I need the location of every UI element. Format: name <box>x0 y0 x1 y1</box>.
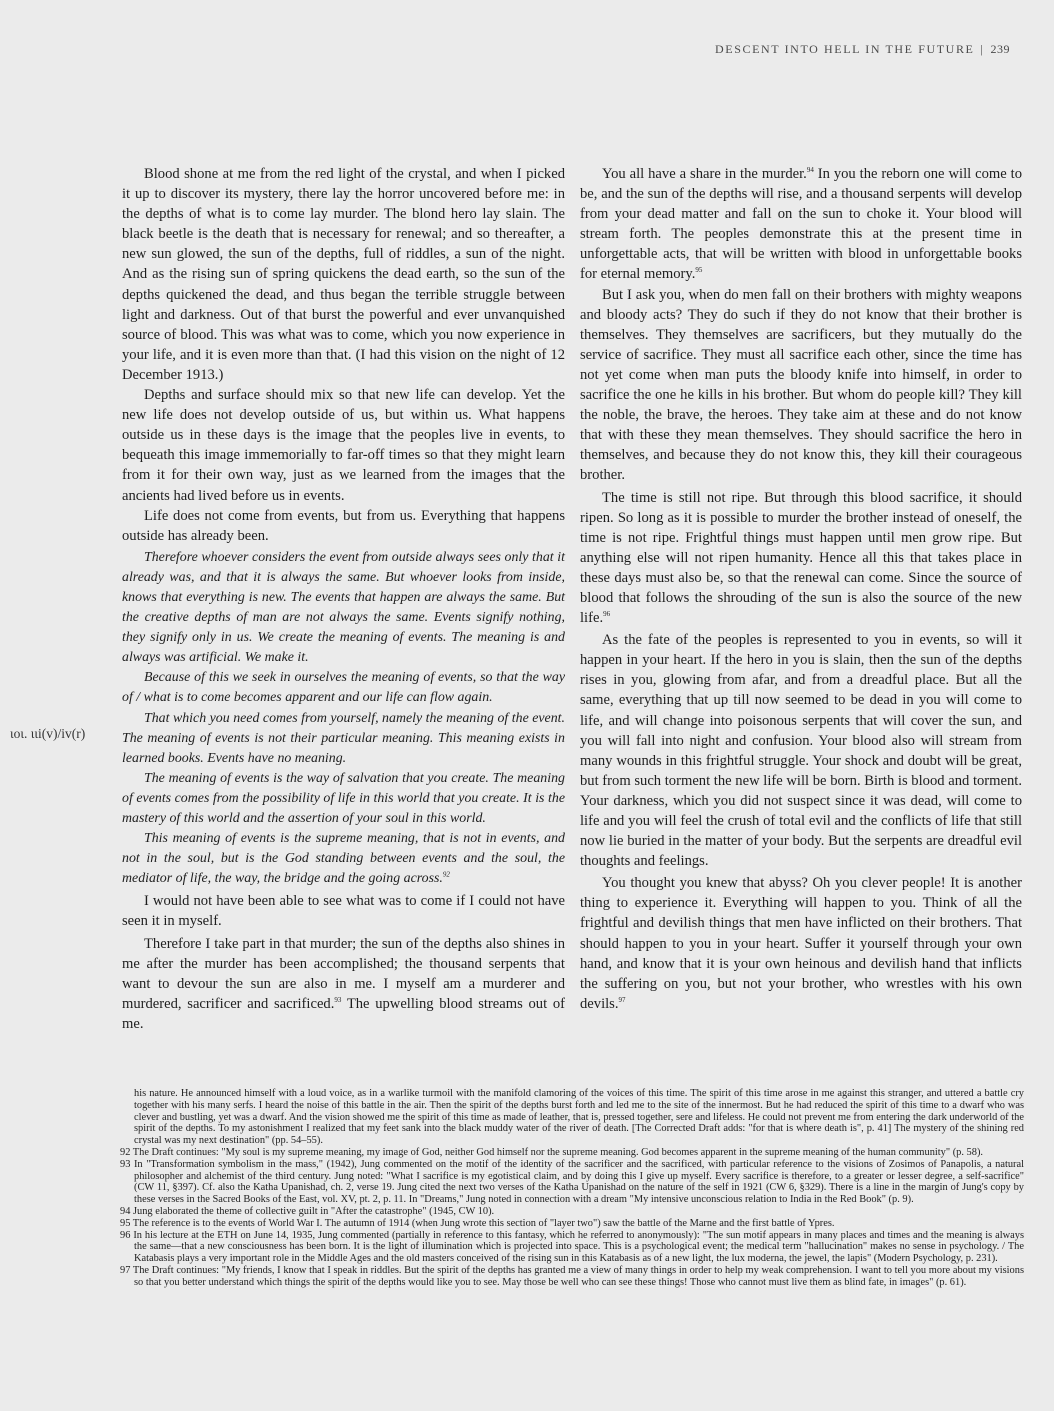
footnote-ref: 92 <box>442 870 450 879</box>
right-column <box>580 164 1022 1014</box>
paragraph-text: In you the reborn one will come to be, and the sun of the depths will rise, and a thousand serpents will develop from your dead matter and fall on the sun to choke it. Your blood will stream forth. The peoples demonstrate this at the present time in unforgettable acts, that will be written with blood in unforgettable books for eternal memory. <box>580 166 1023 283</box>
paragraph <box>580 164 1022 285</box>
paragraph <box>580 488 1022 629</box>
paragraph-text: Therefore I take part in that murder; the sun of the depths also shines in me after the murder has been accomplished; the thousand serpents that want to devour the sun are also in me. I myself am a murderer and murdered, sacrificer and sacrificed. <box>122 935 565 1012</box>
footnote-92: 92 The Draft continues: "My soul is my supreme meaning, my image of God, neither God himself nor the supreme meaning. God becomes apparent in the supreme meaning of the human community" (p. 58). <box>120 1146 984 1158</box>
italic-paragraph: Therefore whoever considers the event from outside always sees only that it already was, and that it is always the same. But whoever looks from inside, knows that everything is new. The events that happen are always the same. But the creative depths of man are not always the same. Events signify nothing, they signify only in us. We create the meaning of events. The meaning is and always was artificial. We make it. <box>122 549 565 666</box>
italic-paragraph: That which you need comes from yourself, namely the meaning of the event. The meaning of events is not their particular meaning. This meaning exists in learned books. Events have no meaning. <box>122 710 565 766</box>
italic-paragraph <box>122 829 565 889</box>
footnote-95: 95 The reference is to the events of World War I. The autumn of 1914 (when Jung wrote this section of "layer two") saw the battle of the Marne and the first battle of Ypres. <box>120 1217 835 1229</box>
footnote-ref: 96 <box>603 610 611 619</box>
header-separator: | <box>980 42 985 56</box>
footnote-continuation: his nature. He announced himself with a loud voice, as in a warlike turmoil with the manifold clamoring of the voices of this time. The spirit of this time arose in me against this stranger, and uttered a battle cry together with his many serfs. I heard the noise of this battle in the air. Then the spirit of the depths burst forth and led me to the site of the innermost. But he had reduced the spirit of this time to a dwarf who was clever and bustling, yet was a dwarf. And the vision showed me the spirit of this time as made of leather, that is, pressed together, sere and lifeless. He could not prevent me from entering the dark underworld of the spirit of the depths. To my astonishment I realized that my feet sank into the black muddy water of the river of death. [The Corrected Draft adds: "for that is where death is", p. 41] The mystery of the shining red crystal was my next destination" (pp. 54–55). <box>134 1088 1024 1147</box>
paragraph <box>580 873 1022 1014</box>
paragraph-text: You thought you knew that abyss? Oh you clever people! It is another thing to experience it. Everything will happen to you. Think of all the frightful and devilish things that men have inflicted on their brothers. That should happen to you in your heart. Suffer it yourself through your own hand, and know that it is your own heinous and devilish hand that inflicts the suffering on you, but not your brother, who wrestles with his own devils. <box>580 875 1022 1012</box>
paragraph <box>122 934 565 1034</box>
paragraph: But I ask you, when do men fall on their brothers with mighty weapons and bloody acts? They do such if they do not know that their brother is themselves. They themselves are sacrificers, but they mutually do the service of sacrifice. They must all sacrifice each other, since the time has not yet come when man puts the bloody knife into himself, in order to sacrifice the one he kills in his brother. But whom do people kill? They kill the noble, the brave, the heroes. They take aim at these and do not know that with these they mean themselves. They should sacrifice the hero in themselves, and because they do not know this, they kill their courageous brother. <box>580 286 1022 484</box>
footnote-ref: 93 <box>334 995 342 1004</box>
footnote-97: 97 The Draft continues: "My friends, I know that I speak in riddles. But the spirit of the depths has granted me a view of many things in order to help my weak comprehension. I want to tell you more about my visions so that you better understand which things the spirit of the depths would like you to see. May those be well who can see these things! Those who cannot must live them as blind fate, in images" (p. 61). <box>120 1264 1024 1288</box>
paragraph: As the fate of the peoples is represented to you in events, so will it happen in your heart. If the hero in you is slain, then the sun of the depths rises in you, glowing from afar, and from a dreadful place. But all the same, everything that up till now seemed to be dead in you will come to life, and will change into poisonous serpents that will cover the sun, and you will fall into night and confusion. Your blood also will stream from many wounds in this frightful struggle. Your shock and doubt will be great, but from such torment the new life will be born. Birth is blood and torment. Your darkness, which you did not suspect since it was dead, will come to life and you will feel the crush of total evil and the conflicts of life that still now lie buried in the matter of your body. But the serpents are dreadful evil thoughts and feelings. <box>580 632 1022 870</box>
paragraph: Depths and surface should mix so that new life can develop. Yet the new life does not develop outside of us, but within us. What happens outside us in these days is the image that the peoples live in events, to bequeath this image immemorially to far-off times so that they might learn from it for their own way, just as we learned from the images that the ancients had lived before us in events. <box>122 387 565 504</box>
paragraph-text: The time is still not ripe. But through this blood sacrifice, it should ripen. So long as it is possible to murder the brother instead of oneself, the time is not ripe. Frightful things must happen until men grow ripe. But anything else will not ripen humanity. Hence all this that takes place in these days must also be, so that the renewal can come. Since the source of blood that follows the shrouding of the sun is also the source of the new life. <box>580 489 1022 627</box>
footnote-94: 94 Jung elaborated the theme of collective guilt in "After the catastrophe" (1945, CW 10). <box>120 1205 495 1217</box>
footnote-93: 93 In "Transformation symbolism in the mass," (1942), Jung commented on the motif of the identity of the sacrificer and the sacrificed, with particular reference to the visions of Zosimos of Panapolis, a natural philosopher and alchemist of the third century. Jung noted: "What I sacrifice is my egotistical claim, and by doing this I give up myself. Every sacrifice is therefore, to a greater or lesser degree, a self-sacrifice" (CW 11, §397). Cf. also the Katha Upanishad, ch. 2, verse 19. Jung cited the next two verses of the Katha Upanishad on the nature of the self in 1921 (CW 6, §329). There is a line in the margin of Jung's copy by these verses in the Sacred Books of the East, vol. XV, pt. 2, p. 11. In "Dreams," Jung noted in connection with a dream "My intensive unconscious relation to India in the Red Book" (p. 9). <box>120 1158 1024 1206</box>
footnote-96: 96 In his lecture at the ETH on June 14, 1935, Jung commented (partially in reference to this fantasy, which he referred to anonymously): "The sun motif appears in many places and times and the meaning is always the same—that a new consciousness has been born. It is the light of illumination which is projected into space. This is a psychological event; the medical term "hallucination" makes no sense in psychology. / The Katabasis plays a very important role in the Middle Ages and the old masters conceived of the rising sun in this Katabasis as of a new light, the lux moderna, the jewel, the lapis" (Modern Psychology, p. 231). <box>120 1229 1024 1265</box>
footnote-ref: 97 <box>618 995 626 1004</box>
paragraph: Blood shone at me from the red light of the crystal, and when I picked it up to discover its mystery, there lay the horror uncovered before me: in the depths of what is to come lay murder. The blond hero lay slain. The black beetle is the death that is necessary for renewal; and so thereafter, a new sun glowed, the sun of the depths, full of riddles, a sun of the night. And as the rising sun of spring quickens the dead earth, so the sun of the depths quickened the dead, and thus began the terrible struggle between light and darkness. Out of that burst the powerful and ever unvanquished source of blood. This was what was to come, which you now experience in your life, and it is even more than that. (I had this vision on the night of 12 December 1913.) <box>122 166 565 383</box>
margin-reference: ιοι. ιιi(v)/iv(r) <box>10 726 86 741</box>
footnotes <box>120 1088 1024 1289</box>
footnote-ref: 94 <box>806 166 814 175</box>
paragraph-text: You all have a share in the murder. <box>602 166 807 182</box>
paragraph-text: This meaning of events is the supreme meaning, that is not in events, and not in the soul, but is the God standing between events and the soul, the mediator of life, the way, the bridge and the going across. <box>122 831 565 887</box>
paragraph-text: The upwelling blood streams out of me. <box>122 995 565 1032</box>
footnote-ref: 95 <box>695 266 703 275</box>
italic-paragraph: The meaning of events is the way of salvation that you create. The meaning of events comes from the possibility of life in this world that you create. It is the mastery of this world and the assertion of your soul in this world. <box>122 770 565 826</box>
paragraph: I would not have been able to see what was to come if I could not have seen it in myself. <box>122 893 565 930</box>
paragraph: Life does not come from events, but from us. Everything that happens outside has already been. <box>122 507 565 544</box>
running-title: DESCENT INTO HELL IN THE FUTURE <box>715 42 975 56</box>
page-number: 239 <box>990 42 1010 56</box>
italic-paragraph: Because of this we seek in ourselves the meaning of events, so that the way of / what is to come becomes apparent and our life can flow again. <box>122 670 565 706</box>
left-column <box>122 164 565 1034</box>
running-header <box>715 42 1010 57</box>
